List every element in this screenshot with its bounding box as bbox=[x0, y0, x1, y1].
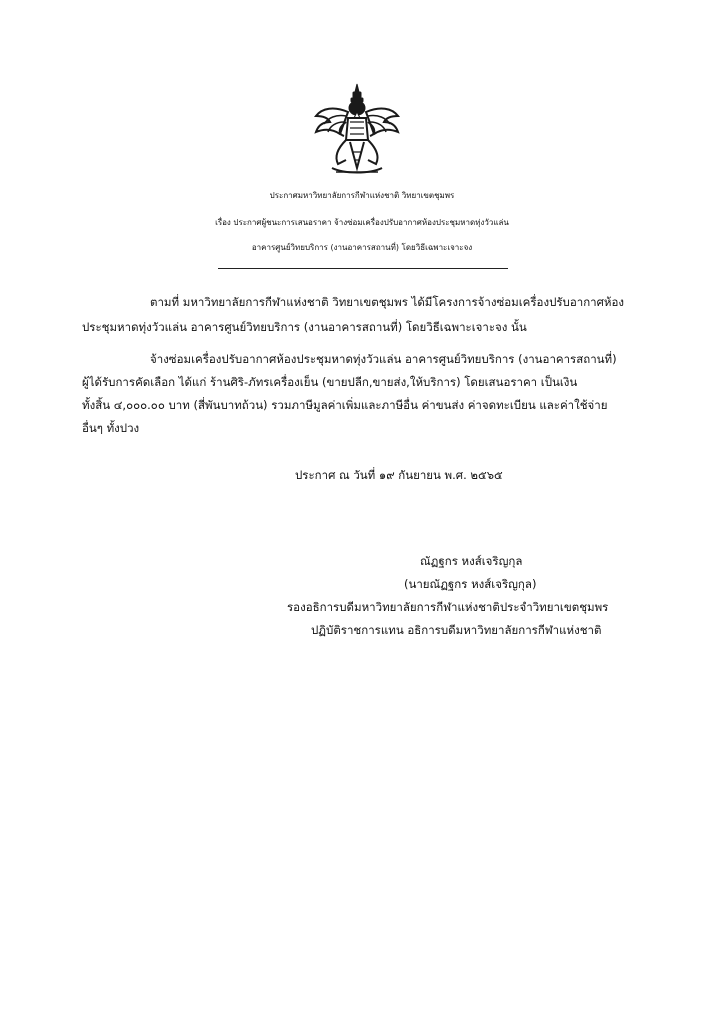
body-paragraph-2-line-4: อื่นๆ ทั้งปวง bbox=[82, 421, 140, 435]
body-paragraph-1-line-2: ประชุมหาดทุ่งวัวแล่น อาคารศูนย์วิทยบริการ (งานอาคารสถานที่) โดยวิธีเฉพาะเจาะจง นั้น bbox=[82, 320, 527, 334]
body-paragraph-2-line-1: จ้างซ่อมเครื่องปรับอากาศห้องประชุมหาดทุ่งวัวแล่น อาคารศูนย์วิทยบริการ (งานอาคารสถานที่) bbox=[150, 352, 617, 366]
signature-position-1: รองอธิการบดีมหาวิทยาลัยการกีฬาแห่งชาติประจำวิทยาเขตชุมพร bbox=[287, 600, 609, 614]
header-subject: เรื่อง ประกาศผู้ชนะการเสนอราคา จ้างซ่อมเครื่องปรับอากาศห้องประชุมหาดทุ่งวัวแล่น bbox=[215, 218, 509, 227]
body-paragraph-2-line-2: ผู้ได้รับการคัดเลือก ได้แก่ ร้านศิริ-ภัทรเครื่องเย็น (ขายปลีก,ขายส่ง,ให้บริการ) โดยเสนอราคา เป็นเงิน bbox=[82, 375, 578, 389]
announcement-date: ประกาศ ณ วันที่ ๑๙ กันยายน พ.ศ. ๒๕๖๕ bbox=[295, 468, 503, 482]
signature-printed-name: (นายณัฏฐกร หงส์เจริญกุล) bbox=[404, 577, 537, 591]
signature-signed-name: ณัฏฐกร หงส์เจริญกุล bbox=[420, 554, 523, 568]
header-divider bbox=[218, 268, 508, 269]
signature-position-2: ปฏิบัติราชการแทน อธิการบดีมหาวิทยาลัยการกีฬาแห่งชาติ bbox=[311, 623, 602, 637]
header-subject-cont: อาคารศูนย์วิทยบริการ (งานอาคารสถานที่) โดยวิธีเฉพาะเจาะจง bbox=[251, 243, 473, 252]
body-paragraph-1-line-1: ตามที่ มหาวิทยาลัยการกีฬาแห่งชาติ วิทยาเขตชุมพร ได้มีโครงการจ้างซ่อมเครื่องปรับอากาศห้อง bbox=[150, 295, 625, 309]
garuda-emblem-icon bbox=[312, 82, 402, 178]
header-title: ประกาศมหาวิทยาลัยการกีฬาแห่งชาติ วิทยาเขตชุมพร bbox=[269, 191, 455, 200]
body-paragraph-2-line-3: ทั้งสิ้น ๔,๐๐๐.๐๐ บาท (สี่พันบาทถ้วน) รวมภาษีมูลค่าเพิ่มและภาษีอื่น ค่าขนส่ง ค่าจดทะเบียน และค่าใช้จ่าย bbox=[82, 398, 608, 412]
